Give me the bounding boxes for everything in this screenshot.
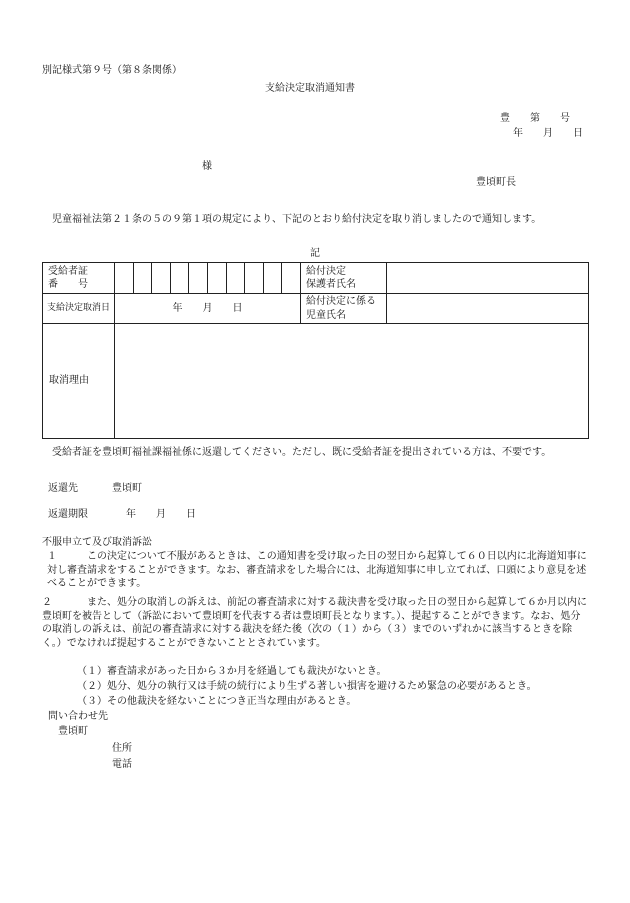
reason-label: 取消理由 bbox=[43, 324, 115, 439]
child-label: 給付決定に係る 児童氏名 bbox=[301, 294, 387, 324]
appeal-sub-2: （２）処分、処分の執行又は手続の続行により生ずる著しい損害を避けるため緊急の必要があるとき。 bbox=[77, 681, 537, 692]
cancel-date-label: 支給決定取消日 bbox=[43, 294, 115, 324]
appeal-item-2: ２ また、処分の取消しの訴えは、前記の審査請求に対する裁決書を受け取った日の翌日から起算して６か月以内に豊頃町を被告として（訴訟において豊頃町を代表する者は豊頃町長となります。）、提起することができます。なお、処分の取消しの訴えは、前記の審査請求に対する裁決を経た後（次の（１）から（３）までのいずれかに該当するときを除く。）でなければ提起することができないこととされています。 bbox=[42, 597, 587, 649]
return-note: 受給者証を豊頃町福祉課福祉係に返還してください。ただし、既に受給者証を提出されている方は、不要です。 bbox=[42, 447, 552, 458]
addressee-suffix: 様 bbox=[202, 161, 212, 172]
issuer-name: 豊頃町長 bbox=[476, 177, 516, 188]
reason-field bbox=[115, 324, 589, 439]
guardian-name-field bbox=[387, 263, 589, 294]
document-number: 豊 第 号 bbox=[500, 113, 570, 124]
return-deadline-label: 返還期限 bbox=[48, 509, 88, 520]
child-name-field bbox=[387, 294, 589, 324]
appeal-sub-1: （１）審査請求があった日から３か月を経過しても裁決がないとき。 bbox=[77, 666, 387, 677]
contact-org: 豊頃町 bbox=[58, 726, 88, 737]
form-number-label: 別記様式第９号（第８条関係） bbox=[42, 65, 182, 76]
document-title: 支給決定取消通知書 bbox=[265, 83, 355, 94]
issue-date: 年 月 日 bbox=[513, 128, 583, 139]
recipient-number-cells bbox=[115, 263, 301, 294]
return-destination-value: 豊頃町 bbox=[112, 483, 142, 494]
appeal-sub-3: （３）その他裁決を経ないことにつき正当な理由があるとき。 bbox=[77, 696, 357, 707]
contact-phone-label: 電話 bbox=[112, 759, 132, 770]
body-text: 児童福祉法第２１条の５の９第１項の規定により、下記のとおり給付決定を取り消しましたので通知します。 bbox=[42, 214, 542, 225]
return-destination-label: 返還先 bbox=[48, 483, 78, 494]
cancel-date-value: 年 月 日 bbox=[115, 294, 301, 324]
return-deadline-value: 年 月 日 bbox=[126, 509, 196, 520]
contact-address-label: 住所 bbox=[112, 743, 132, 754]
ki-label: 記 bbox=[310, 248, 320, 259]
recipient-number-label: 受給者証 番 号 bbox=[43, 263, 115, 294]
contact-heading: 問い合わせ先 bbox=[48, 711, 108, 722]
guardian-label: 給付決定 保護者氏名 bbox=[301, 263, 387, 294]
notice-table bbox=[42, 262, 589, 439]
appeal-heading: 不服申立て及び取消訴訟 bbox=[42, 537, 152, 548]
appeal-item-1: １ この決定について不服があるときは、この通知書を受け取った日の翌日から起算して６０日以内に北海道知事に対し審査請求をすることができます。なお、審査請求をした場合には、北海道知事に申し立てれば、口頭により意見を述べることができます。 bbox=[47, 551, 587, 589]
